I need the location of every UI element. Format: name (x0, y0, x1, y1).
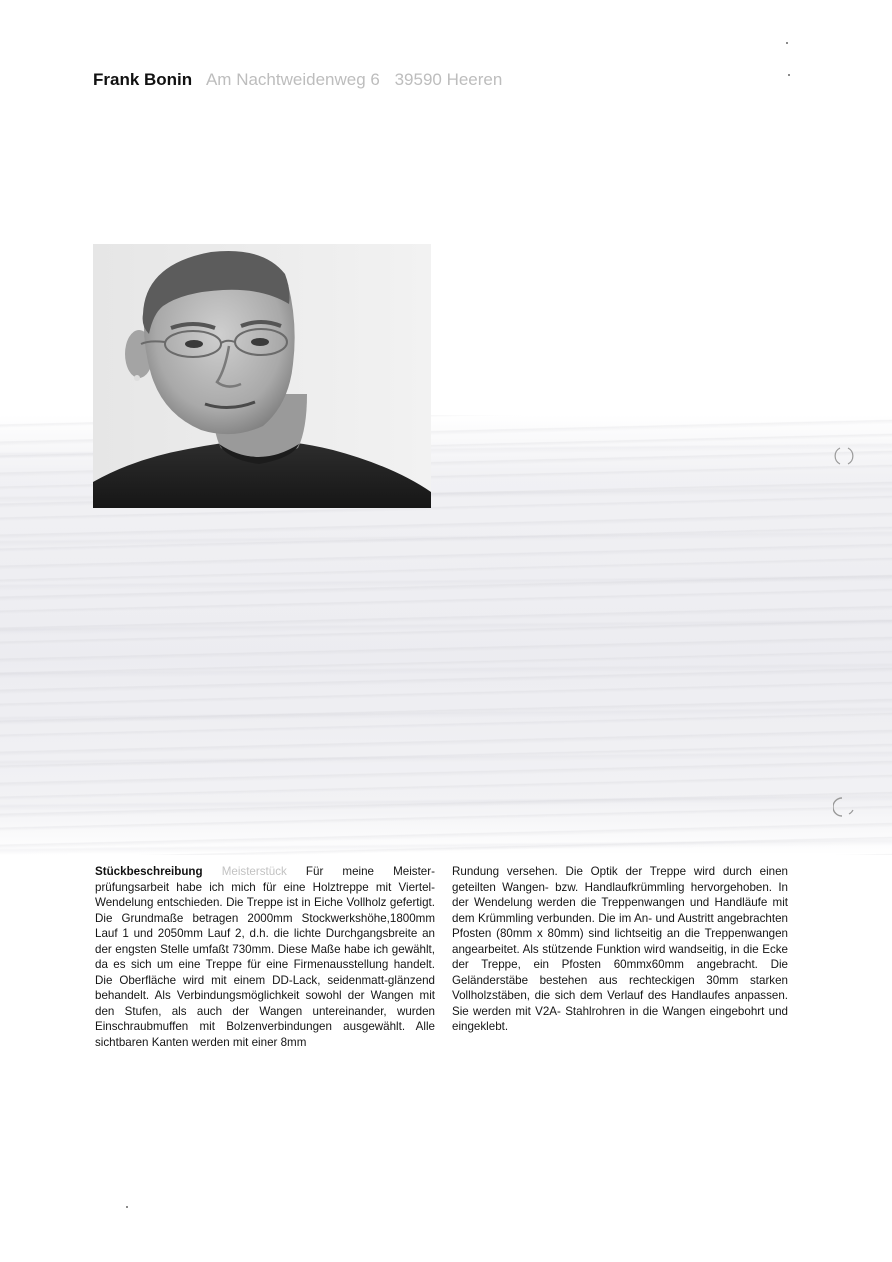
punch-hole-icon (833, 796, 855, 818)
description-text-1: Für meine Meisterprüfungsarbeit habe ich mich für eine Holztreppe mit Viertel-Wendelung entschieden. Die Treppe ist in Eiche Vollholz gefertigt. Die Grundmaße betragen 2000mm Stockwerkshöhe,1800mm Lauf 1 und 2050mm Lauf 2, d.h. die lichte Durchgangsbreite an der engsten Stelle umfaßt 730mm. Diese Maße habe ich gewählt, da es sich um eine Treppe für eine Firmenausstellung handelt. Die Oberfläche wird mit einem DD-Lack, seidenmatt-glänzend behandelt. Als Verbindungsmöglichkeit sowohl der Wangen mit den Stufen, als auch der Wangen untereinander, wurden Einschraubmuffen mit Bolzenverbindungen ausgewählt. Alle sichtbaren Kanten werden mit einer 8mm (95, 865, 435, 1049)
section-title: Stückbeschreibung (95, 865, 203, 878)
speck (786, 42, 788, 44)
author-street: Am Nachtweidenweg 6 (205, 70, 380, 89)
description-column-2 (452, 864, 788, 1035)
speck (126, 1206, 128, 1208)
punch-hole-icon (833, 445, 855, 467)
speck (788, 74, 790, 76)
portrait-photo (93, 244, 431, 508)
portrait-photo-icon (93, 244, 431, 508)
page-header (93, 70, 502, 90)
description-text-2: Rundung versehen. Die Optik der Treppe wird durch einen geteilten Wangen- bzw. Handlaufkrümmling hervorgehoben. In der Wendelung werden die Treppenwangen und Handläufe mit dem Krümmling verbunden. Die im An- und Austritt angebrachten Pfosten (80mm x 80mm) sind lichtseitig an die Treppenwangen angearbeitet. Als stützende Funktion wird wandseitig, in die Ecke der Treppe, ein Pfosten 60mmx60mm angebracht. Die Geländerstäbe bestehen aus rechteckigen 30mm starken Vollholzstäben, die sich dem Verlauf des Handlaufes anpassen. Sie werden mit V2A- Stahlrohren in die Wangen eingebohrt und eingeklebt. (452, 865, 788, 1033)
description-column-1 (95, 864, 435, 1050)
section-subtitle: Meisterstück (221, 865, 287, 878)
author-name: Frank Bonin (93, 70, 193, 89)
author-city: 39590 Heeren (394, 70, 503, 89)
